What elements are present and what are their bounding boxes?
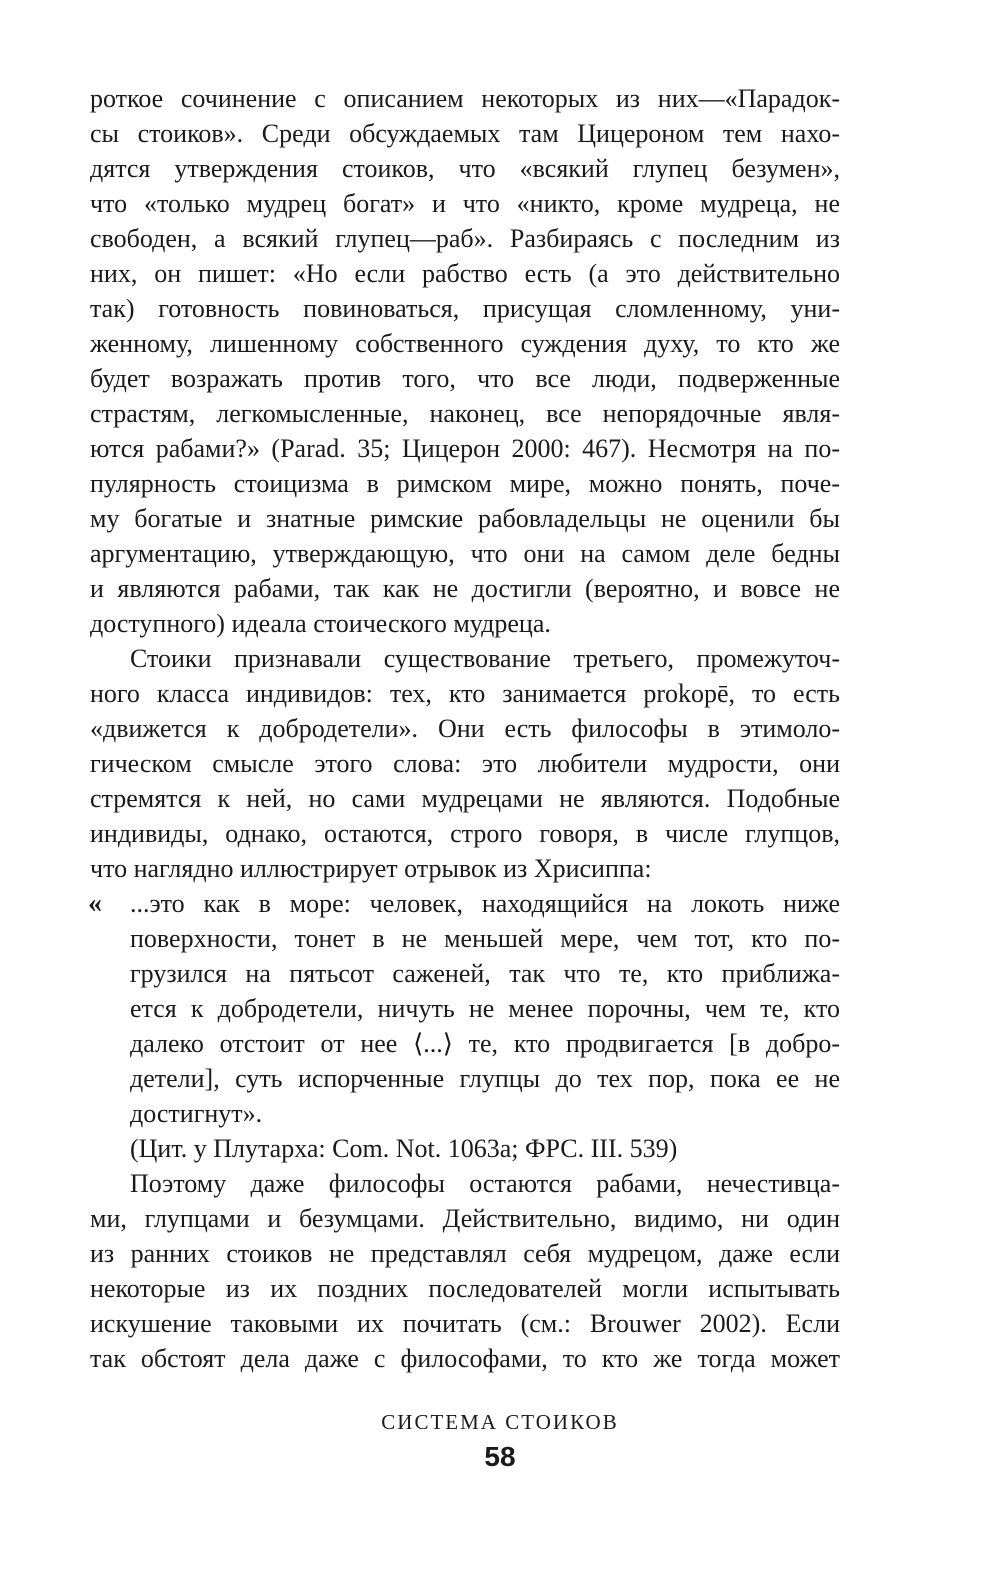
quote-line: поверхности, тонет в не меньшей мере, чем тот, кто по-	[130, 924, 840, 953]
text-line: женному, лишенному собственного суждения духу, то кто же	[90, 329, 840, 358]
quote-line: далеко отстоит от нее ⟨...⟩ те, кто продвигается [в добро-	[130, 1029, 840, 1058]
paragraph-first-line: Стоики признавали существование третьего, промежуточ-	[130, 644, 840, 673]
text-line: дятся утверждения стоиков, что «всякий глупец безумен»,	[90, 154, 840, 183]
text-line: доступного) идеала стоического мудреца.	[90, 609, 551, 638]
text-line: из ранних стоиков не представлял себя мудрецом, даже если	[90, 1239, 840, 1268]
page-number: 58	[484, 1441, 516, 1472]
text-line: му богатые и знатные римские рабовладельцы не оценили бы	[90, 504, 840, 533]
text-line: аргументацию, утверждающую, что они на самом деле бедны	[90, 539, 840, 568]
text-line: свободен, а всякий глупец—раб». Разбираясь с последним из	[90, 224, 840, 253]
quote-citation: (Цит. у Плутарха: Com. Not. 1063a; ФРС. III. 539)	[130, 1134, 678, 1163]
text-line: что «только мудрец богат» и что «никто, кроме мудреца, не	[90, 189, 840, 218]
text-line: что наглядно иллюстрирует отрывок из Хрисиппа:	[90, 854, 652, 883]
paragraph-first-line: Поэтому даже философы остаются рабами, нечестивца-	[130, 1169, 840, 1198]
text-line: и являются рабами, так как не достигли (вероятно, и вовсе не	[90, 574, 840, 603]
text-line: пулярность стоицизма в римском мире, можно понять, поче-	[90, 469, 840, 498]
text-line: искушение таковыми их почитать (см.: Brouwer 2002). Если	[90, 1309, 840, 1338]
quote-mark: «	[88, 888, 102, 919]
quote-line: грузился на пятьсот саженей, так что те, кто приближа-	[130, 959, 840, 988]
text-line: так обстоят дела даже с философами, то кто же тогда может	[90, 1344, 840, 1373]
quote-line: детели], суть испорченные глупцы до тех пор, пока ее не	[130, 1064, 840, 1093]
quote-line: достигнут».	[130, 1099, 263, 1128]
text-line: ются рабами?» (Parad. 35; Цицерон 2000: 467). Несмотря на по-	[90, 434, 840, 463]
text-line: них, он пишет: «Но если рабство есть (а это действительно	[90, 259, 840, 288]
text-line: стремятся к ней, но сами мудрецами не являются. Подобные	[90, 784, 840, 813]
text-line: сы стоиков». Среди обсуждаемых там Цицероном тем нахо-	[90, 119, 840, 148]
quote-line: ется к добродетели, ничуть не менее порочны, чем те, кто	[130, 994, 840, 1023]
running-title: СИСТЕМА СТОИКОВ	[381, 1410, 619, 1434]
text-line: гическом смысле этого слова: это любители мудрости, они	[90, 749, 840, 778]
text-line: так) готовность повиноваться, присущая сломленному, уни-	[90, 294, 840, 323]
text-line: некоторые из их поздних последователей могли испытывать	[90, 1274, 840, 1303]
text-line: страстям, легкомысленные, наконец, все непорядочные явля-	[90, 399, 840, 428]
text-line: ми, глупцами и безумцами. Действительно, видимо, ни один	[90, 1204, 840, 1233]
text-line: «движется к добродетели». Они есть философы в этимоло-	[90, 714, 840, 743]
text-line: будет возражать против того, что все люди, подверженные	[90, 364, 840, 393]
text-line: индивиды, однако, остаются, строго говоря, в числе глупцов,	[90, 819, 840, 848]
text-line: ного класса индивидов: тех, кто занимается prokopē, то есть	[90, 679, 840, 708]
quote-line: ...это как в море: человек, находящийся на локоть ниже	[130, 889, 840, 918]
text-line: роткое сочинение с описанием некоторых из них—«Парадок-	[90, 84, 840, 113]
